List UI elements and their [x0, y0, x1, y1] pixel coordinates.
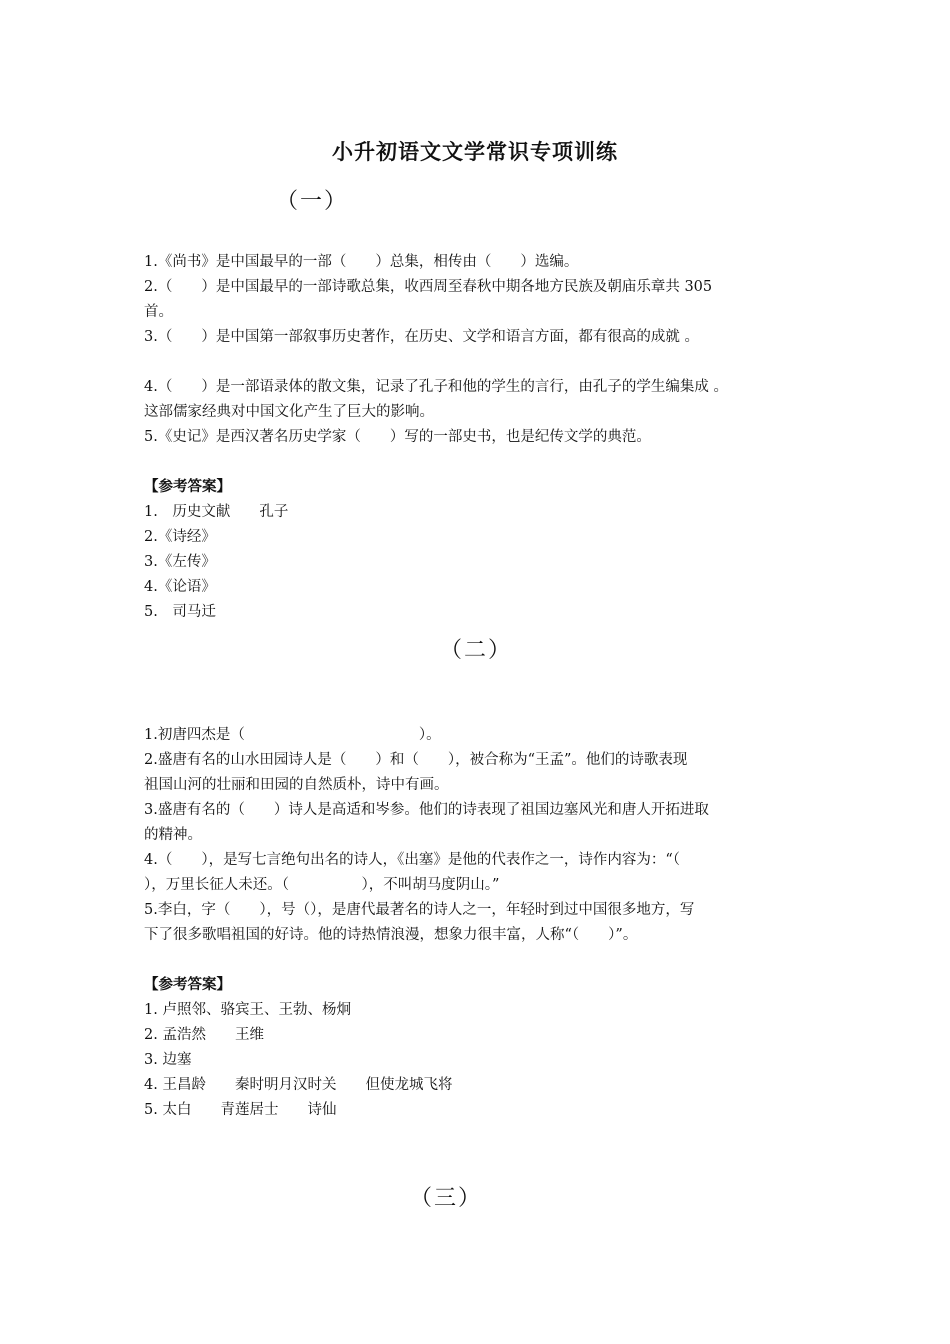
question-line: ），万里长征人未还。（ ），不叫胡马度阴山。”: [144, 877, 500, 893]
answer-line: 5. 司马迁: [144, 604, 216, 620]
question-line: 首。: [144, 304, 173, 320]
question-line: 5.《史记》是西汉著名历史学家（ ）写的一部史书，也是纪传文学的典范。: [144, 429, 651, 445]
answer-line: 3.《左传》: [144, 554, 216, 570]
question-line: 3.（ ）是中国第一部叙事历史著作，在历史、文学和语言方面，都有很高的成就 。: [144, 329, 699, 345]
question-line: 下了很多歌唱祖国的好诗。他的诗热情浪漫，想象力很丰富，人称“（ ）”。: [144, 927, 638, 943]
section-2-body: [144, 723, 824, 1123]
answer-line: 1. 历史文献 孔子: [144, 504, 289, 520]
answer-line: 1. 卢照邻、骆宾王、王勃、杨炯: [144, 1002, 351, 1018]
answer-line: 2.《诗经》: [144, 529, 216, 545]
question-line: 这部儒家经典对中国文化产生了巨大的影响。: [144, 404, 434, 420]
question-line: 4.（ ）是一部语录体的散文集，记录了孔子和他的学生的言行，由孔子的学生编集成 。: [144, 379, 728, 395]
answer-heading: 【参考答案】: [144, 479, 231, 495]
section-heading-2: （二）: [440, 638, 513, 663]
document-title: 小升初语文文学常识专项训练: [332, 140, 618, 164]
answer-line: 2. 孟浩然 王维: [144, 1027, 264, 1043]
section-heading-1: （一）: [276, 189, 349, 214]
question-line: 祖国山河的壮丽和田园的自然质朴，诗中有画。: [144, 777, 449, 793]
section-heading-3: （三）: [410, 1186, 483, 1211]
answer-line: 5. 太白 青莲居士 诗仙: [144, 1102, 337, 1118]
answer-line: 4.《论语》: [144, 579, 216, 595]
answer-line: 4. 王昌龄 秦时明月汉时关 但使龙城飞将: [144, 1077, 453, 1093]
question-line: 1.初唐四杰是（ ）。: [144, 727, 441, 743]
section-1-body: [144, 250, 824, 625]
question-line: 2.（ ）是中国最早的一部诗歌总集，收西周至春秋中期各地方民族及朝庙乐章共 305: [144, 279, 713, 295]
answer-heading: 【参考答案】: [144, 977, 231, 993]
question-line: 2.盛唐有名的山水田园诗人是（ ）和（ ），被合称为“王孟”。他们的诗歌表现: [144, 752, 688, 768]
question-line: 5.李白，字（ ），号（），是唐代最著名的诗人之一，年轻时到过中国很多地方，写: [144, 902, 695, 918]
question-line: 4.（ ），是写七言绝句出名的诗人，《出塞》是他的代表作之一，诗作内容为：“（: [144, 852, 680, 868]
question-line: 的精神。: [144, 827, 202, 843]
answer-line: 3. 边塞: [144, 1052, 192, 1068]
question-line: 1.《尚书》是中国最早的一部（ ）总集，相传由（ ）选编。: [144, 254, 579, 270]
question-line: 3.盛唐有名的（ ）诗人是高适和岑参。他们的诗表现了祖国边塞风光和唐人开拓进取: [144, 802, 709, 818]
